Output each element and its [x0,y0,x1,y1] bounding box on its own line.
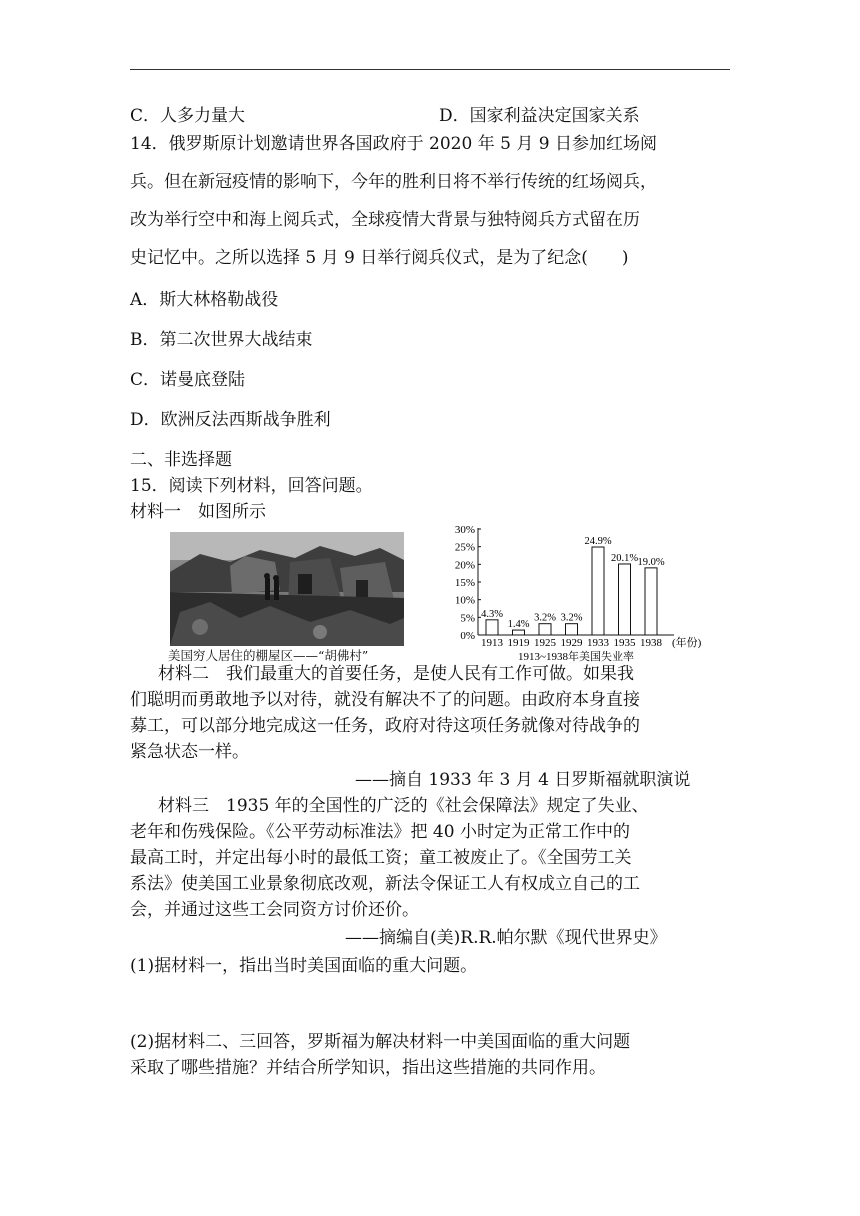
material-3-source: ——摘编自(美)R.R.帕尔默《现代世界史》 [345,928,667,948]
bar-value-label: 3.2% [560,612,583,624]
y-tick-label: 20% [454,559,475,572]
bar-1933 [592,547,604,635]
bar-value-label: 20.1% [610,552,639,564]
q14-stem-line-3: 改为举行空中和海上阅兵式，全球疫情大背景与独特阅兵方式留在历 [130,210,640,230]
y-tick-label: 0% [460,630,475,642]
y-tick-label: 10% [454,594,475,607]
x-tick-label: 1913 [481,637,503,649]
bar-1929 [566,624,578,635]
bar-1925 [539,624,551,635]
section-heading: 二、非选择题 [130,450,232,470]
q14-option-b: B．第二次世界大战结束 [130,330,313,350]
y-tick-label: 25% [454,541,475,554]
bar-value-label: 24.9% [584,536,612,548]
material-1-label: 材料一 如图所示 [130,502,266,522]
chart-title: 1913~1938年美国失业率 [518,651,634,662]
q14-option-d: D．欧洲反法西斯战争胜利 [130,410,331,430]
x-tick-label: 1938 [640,637,662,649]
sub-question-2-line-2: 采取了哪些措施？并结合所学知识，指出这些措施的共同作用。 [130,1058,606,1078]
q13-option-d: D．国家利益决定国家关系 [439,106,640,126]
q15-stem: 15．阅读下列材料，回答问题。 [130,476,373,496]
material-2-line-1: 材料二 我们最重大的首要任务，是使人民有工作可做。如果我 [158,664,634,684]
sub-question-2-line-1: (2)据材料二、三回答，罗斯福为解决材料一中美国面临的重大问题 [130,1032,631,1052]
bar-value-label: 3.2% [534,612,556,624]
unemployment-chart [448,522,718,662]
material-2-line-3: 募工，可以部分地完成这一任务，政府对待这项任务就像对待战争的 [130,716,640,736]
x-tick-label: 1933 [587,637,609,649]
material-2-source: ——摘自 1933 年 3 月 4 日罗斯福就职演说 [355,770,691,790]
sub-question-1: (1)据材料一，指出当时美国面临的重大问题。 [130,956,478,976]
material-2-line-2: 们聪明而勇敢地予以对待，就没有解决不了的问题。由政府本身直接 [130,690,640,710]
q14-stem-line-1: 14．俄罗斯原计划邀请世界各国政府于 2020 年 5 月 9 日参加红场阅 [130,134,657,154]
material-3-line-1: 材料三 1935 年的全国性的广泛的《社会保障法》规定了失业、 [158,796,649,816]
bar-1913 [486,620,498,635]
bar-value-label: 19.0% [637,556,665,568]
x-tick-label: 1929 [560,637,583,649]
q13-option-c: C．人多力量大 [130,106,246,126]
photo-caption: 美国穷人居住的棚屋区——“胡佛村” [168,648,369,663]
material-3-line-2: 老年和伤残保险。《公平劳动标准法》把 40 小时定为正常工作中的 [130,822,630,842]
bar-value-label: 1.4% [507,619,530,631]
shantytown-photo [170,532,404,646]
q14-option-a: A．斯大林格勒战役 [130,290,279,310]
material-3-line-4: 系法》使美国工业景象彻底改观，新法令保证工人有权成立自己的工 [130,874,640,894]
x-tick-label: 1925 [534,637,556,649]
y-tick-label: 15% [454,577,475,589]
q14-option-c: C．诺曼底登陆 [130,370,246,390]
x-tick-label: 1935 [613,637,636,649]
material-3-line-5: 会，并通过这些工会同资方讨价还价。 [130,900,419,920]
q14-stem-line-4: 史记忆中。之所以选择 5 月 9 日举行阅兵仪式，是为了纪念( ) [130,248,629,268]
material-3-line-3: 最高工时，并定出每小时的最低工资；童工被废止了。《全国劳工关 [130,848,632,868]
y-tick-label: 30% [454,524,475,536]
bar-1938 [645,568,657,635]
bar-1919 [513,630,525,635]
q14-stem-line-2: 兵。但在新冠疫情的影响下，今年的胜利日将不举行传统的红场阅兵， [130,172,657,192]
y-tick-label: 5% [460,612,475,625]
x-tick-label: 1919 [507,637,530,649]
bar-1935 [619,564,631,635]
bar-value-label: 4.3% [481,608,503,620]
x-axis-label: (年份) [672,637,702,649]
material-2-line-4: 紧急状态一样。 [130,742,249,762]
header-rule [130,69,730,70]
